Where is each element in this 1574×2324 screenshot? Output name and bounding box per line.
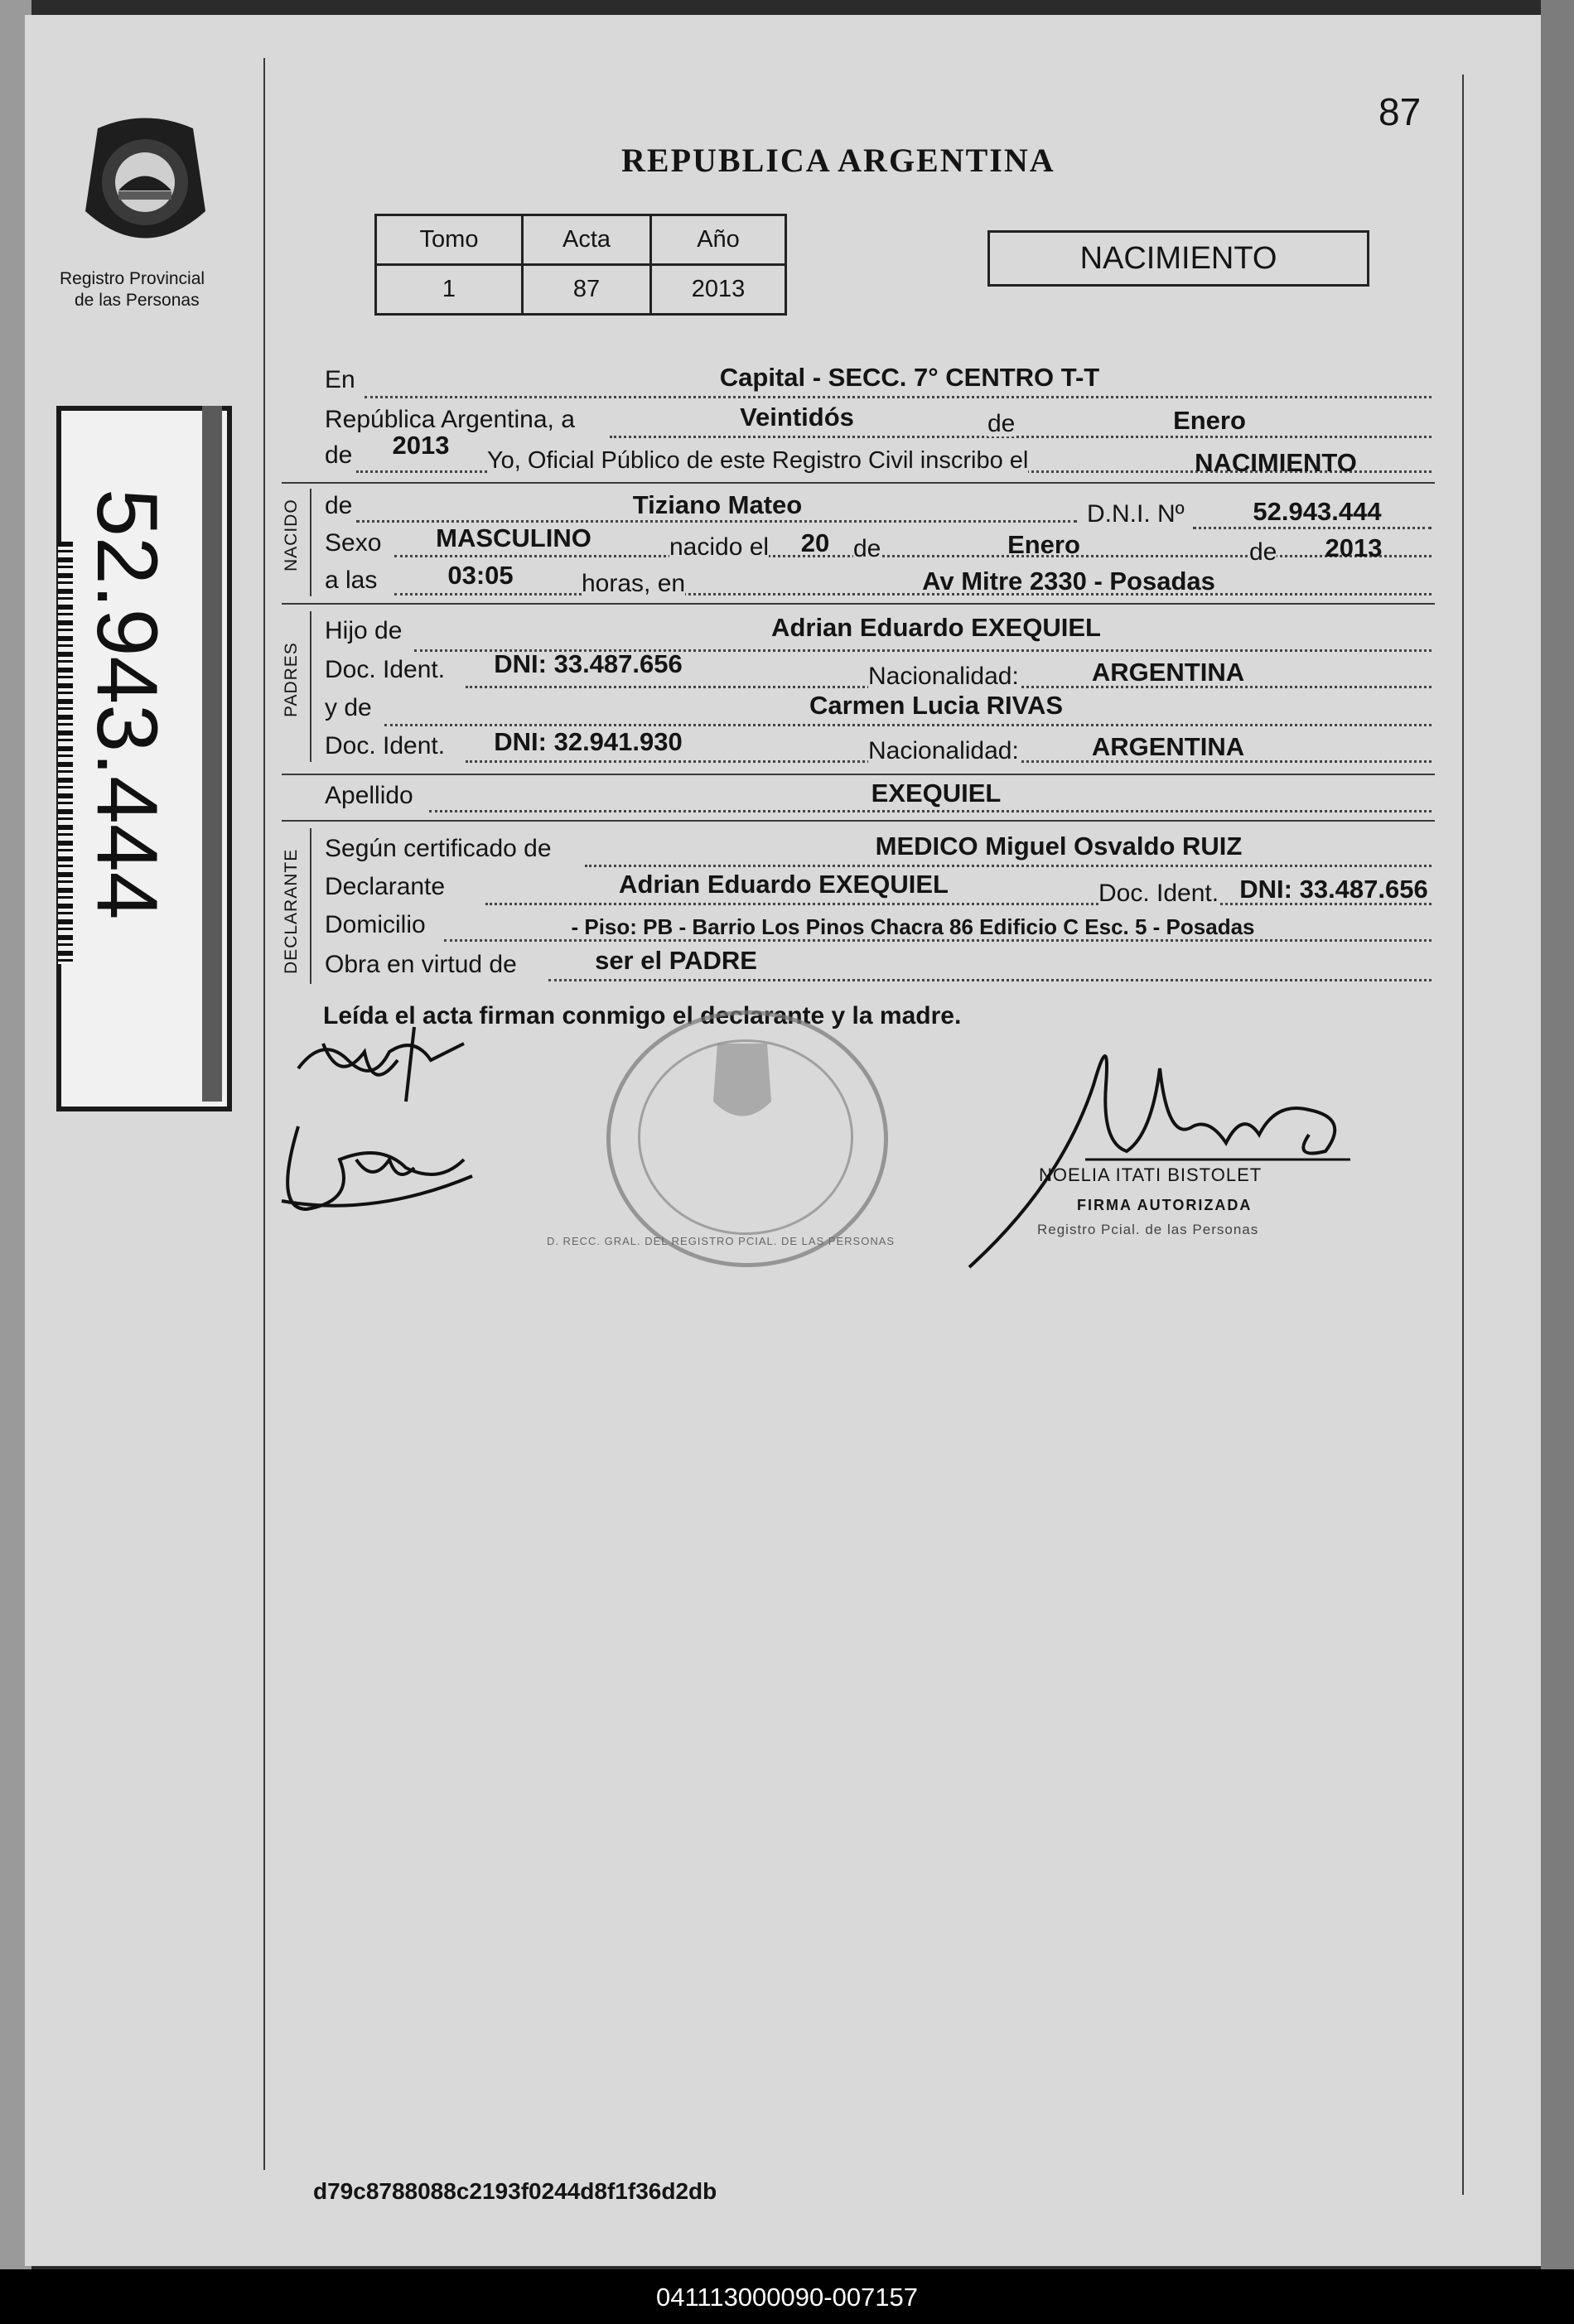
birth-time: 03:05 [447, 561, 514, 590]
domicilio-value: - Piso: PB - Barrio Los Pinos Chacra 86 Edificio C Esc. 5 - Posadas [571, 914, 1255, 939]
de2-label: de [325, 441, 353, 469]
en-dots [365, 396, 1432, 398]
obra-label: Obra en virtud de [325, 951, 517, 978]
page-number: 87 [1378, 90, 1422, 133]
certificado-value: MEDICO Miguel Osvaldo RUIZ [875, 832, 1243, 861]
record-type-text: NACIMIENTO [1079, 241, 1277, 276]
a-las-label: a las [325, 567, 378, 594]
apellido-label: Apellido [325, 782, 413, 809]
document-hash: d79c8788088c2193f0244d8f1f36d2db [313, 2178, 717, 2204]
domicilio-label: Domicilio [325, 911, 426, 938]
father-nationality-label: Nacionalidad: [868, 663, 1019, 690]
misiones-seal-logo [73, 112, 218, 257]
official-office: Registro Pcial. de las Personas [1037, 1222, 1259, 1237]
padres-section-label: PADRES [282, 642, 301, 717]
father-doc: DNI: 33.487.656 [494, 649, 683, 678]
official-signature [961, 1019, 1392, 1284]
barcode [58, 542, 73, 964]
left-margin-line [263, 58, 265, 2170]
tomo-value: 1 [376, 265, 523, 315]
cert-dots [585, 865, 1432, 867]
nombre-dots [356, 520, 1077, 523]
inscribo-value: NACIMIENTO [1195, 448, 1357, 477]
republica-dots [610, 436, 1432, 438]
divider-2 [282, 603, 1435, 605]
closing-text: Leída el acta firman conmigo el declarante y la madre. [323, 1002, 962, 1029]
footer-id: 041113000090-007157 [655, 2283, 919, 2312]
declarante-value: Adrian Eduardo EXEQUIEL [619, 870, 949, 899]
birth-place: Av Mitre 2330 - Posadas [922, 567, 1215, 595]
logo-caption-line2: de las Personas [75, 291, 200, 310]
mes-value: Enero [1173, 406, 1246, 435]
nacido-de-label-2: de [853, 535, 881, 562]
declarante-doc: DNI: 33.487.656 [1239, 875, 1428, 904]
declarante-bracket [310, 828, 311, 984]
divider-3 [282, 774, 1435, 775]
apellido-value: EXEQUIEL [871, 779, 1002, 808]
mother-signature [273, 1110, 480, 1226]
dni-label: D.N.I. Nº [1087, 500, 1185, 528]
nacido-de-label-3: de [1249, 538, 1277, 566]
declarante-doc-label: Doc. Ident. [1098, 880, 1219, 907]
child-dni: 52.943.444 [1253, 497, 1382, 526]
mother-name: Carmen Lucia RIVAS [809, 691, 1064, 720]
stub-pattern-strip [202, 406, 222, 1102]
official-role: FIRMA AUTORIZADA [1077, 1197, 1253, 1213]
divider-4 [282, 820, 1435, 822]
father-doc-label: Doc. Ident. [325, 656, 446, 683]
y-de-label: y de [325, 694, 372, 721]
acta-value: 87 [523, 265, 651, 315]
horas-en-label: horas, en [582, 570, 686, 597]
madre-dots [384, 724, 1432, 726]
mother-nationality-label: Nacionalidad: [868, 737, 1019, 764]
nacido-el-label: nacido el [669, 533, 770, 561]
sexo-label: Sexo [325, 529, 382, 557]
logo-caption-line1: Registro Provincial [60, 269, 205, 288]
child-sex: MASCULINO [436, 523, 591, 552]
padres-bracket [310, 611, 311, 762]
book-right-edge [1541, 0, 1574, 2269]
birth-day: 20 [800, 528, 830, 557]
declarant-signature [290, 1019, 480, 1118]
obra-dots [548, 979, 1432, 981]
anio-header: Año [651, 215, 786, 265]
official-name: NOELIA ITATI BISTOLET [1039, 1164, 1263, 1185]
dni-dots [1193, 527, 1432, 529]
stub-number-area [79, 489, 181, 1019]
stub-number: 52.943.444 [79, 489, 175, 920]
record-type-box [987, 230, 1369, 287]
anio-value-text: 2013 [392, 431, 450, 460]
mother-doc: DNI: 32.941.930 [494, 727, 683, 756]
en-label: En [325, 366, 355, 393]
declarante-label: Declarante [325, 873, 446, 900]
republica-label: República Argentina, a [325, 406, 575, 433]
registry-table [374, 214, 787, 316]
declarante-section-label: DECLARANTE [282, 848, 301, 974]
de-label: de [987, 410, 1016, 437]
hijo-de-label: Hijo de [325, 617, 403, 644]
birth-month: Enero [1007, 530, 1080, 559]
nacido-bracket [310, 489, 311, 596]
hora-dots [394, 593, 1432, 595]
document-title: REPUBLICA ARGENTINA [621, 142, 1055, 179]
dia-value: Veintidós [740, 403, 854, 432]
seal-emblem-icon [701, 1035, 784, 1135]
dom-dots [444, 939, 1432, 942]
inscribo-label: Yo, Oficial Público de este Registro Civil inscribo el [487, 447, 1029, 474]
tomo-header: Tomo [376, 215, 523, 265]
anio-value: 2013 [651, 265, 786, 315]
obra-value: ser el PADRE [595, 946, 757, 975]
divider-1 [282, 482, 1435, 484]
apellido-dots [429, 810, 1432, 812]
seal-text: D. RECC. GRAL. DEL REGISTRO PCIAL. DE LAS PERSONAS [546, 1235, 896, 1247]
mother-doc-label: Doc. Ident. [325, 732, 446, 759]
acta-header: Acta [523, 215, 651, 265]
certificado-label: Según certificado de [325, 835, 552, 862]
father-name: Adrian Eduardo EXEQUIEL [771, 613, 1101, 642]
child-name: Tiziano Mateo [632, 490, 803, 519]
nacido-section-label: NACIDO [282, 499, 301, 571]
en-value: Capital - SECC. 7° CENTRO T-T [719, 363, 1100, 392]
right-margin-line [1462, 75, 1464, 2195]
father-nationality: ARGENTINA [1091, 658, 1245, 687]
nacido-de-label: de [325, 492, 353, 519]
birth-year: 2013 [1325, 533, 1383, 562]
mother-nationality: ARGENTINA [1091, 732, 1245, 761]
